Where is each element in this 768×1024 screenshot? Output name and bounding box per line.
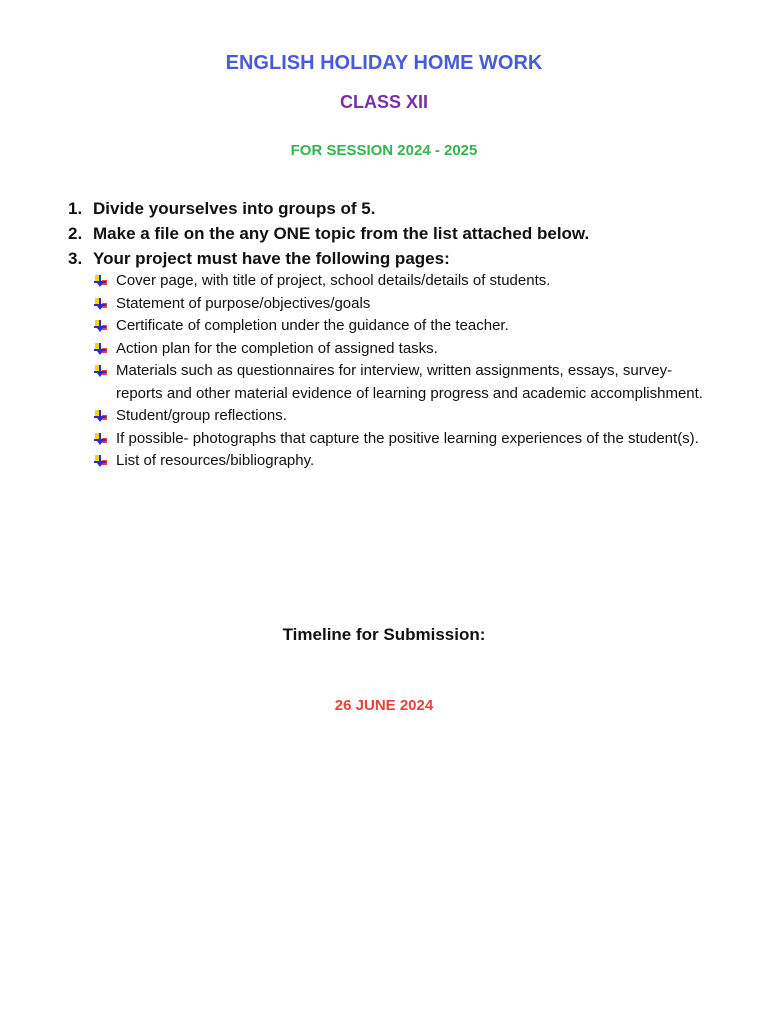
arrow-down-plus-icon [94,432,108,446]
instruction-list [68,196,728,271]
list-item-text: List of resources/bibliography. [116,452,315,469]
arrow-down-plus-icon [94,409,108,423]
instruction-number: 3. [68,249,83,268]
instruction-text: Your project must have the following pages: [93,249,450,268]
instruction-number: 1. [68,199,83,218]
arrow-down-plus-icon [94,342,108,356]
instruction-text: Divide yourselves into groups of 5. [93,199,376,218]
instruction-text: Make a file on the any ONE topic from the list attached below. [93,224,590,243]
session-label: FOR SESSION 2024 - 2025 [290,142,478,159]
list-item [92,450,712,473]
instruction-item [68,196,728,221]
list-item-text: Statement of purpose/objectives/goals [116,294,371,312]
list-item [92,360,712,405]
list-item-text: Action plan for the completion of assigned tasks. [116,339,438,357]
list-item [92,270,712,293]
list-item-text: Materials such as questionnaires for interview, written assignments, essays, survey-reports and other material evidence of learning progress and academic accomplishment. [116,362,703,402]
instruction-item [68,221,728,246]
required-pages-list [92,270,712,473]
list-item [92,315,712,338]
instruction-number: 2. [68,224,83,243]
list-item-text: Cover page, with title of project, school details/details of students. [116,272,551,289]
page-title: ENGLISH HOLIDAY HOME WORK [225,52,543,74]
arrow-down-plus-icon [94,454,108,468]
list-item-text: If possible- photographs that capture the positive learning experiences of the student(s). [116,429,699,447]
list-item [92,428,712,451]
list-item-text: Certificate of completion under the guidance of the teacher. [116,317,509,334]
list-item [92,338,712,361]
list-item [92,293,712,316]
class-label: CLASS XII [339,92,428,112]
list-item [92,405,712,428]
instruction-item [68,246,728,271]
arrow-down-plus-icon [94,319,108,333]
arrow-down-plus-icon [94,364,108,378]
submission-date: 26 JUNE 2024 [334,697,434,714]
arrow-down-plus-icon [94,297,108,311]
list-item-text: Student/group reflections. [116,407,287,424]
timeline-heading: Timeline for Submission: [282,625,486,644]
arrow-down-plus-icon [94,274,108,288]
